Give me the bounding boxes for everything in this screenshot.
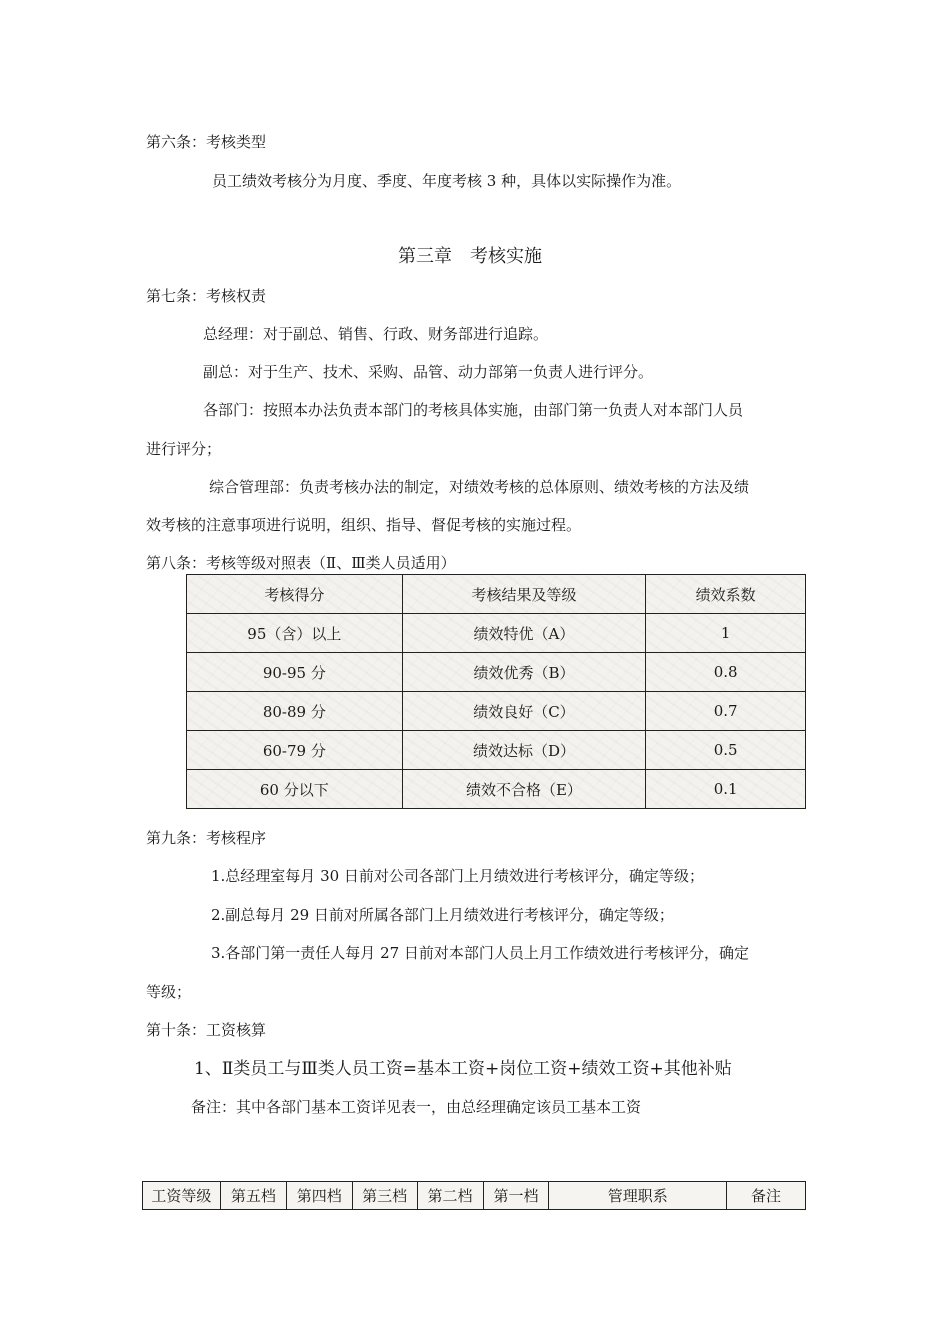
grade-table bbox=[186, 574, 806, 809]
score-cell: 60-79 分 bbox=[187, 731, 403, 770]
table-row bbox=[187, 614, 806, 653]
header-cell: 第五档 bbox=[220, 1182, 286, 1210]
article7-paragraph-3-line1: 各部门：按照本办法负责本部门的考核具体实施，由部门第一负责人对本部门人员 bbox=[203, 401, 744, 419]
header-cell: 第一档 bbox=[483, 1182, 549, 1210]
coefficient-cell: 0.7 bbox=[646, 692, 806, 731]
article7-paragraph-3-line2: 进行评分； bbox=[146, 440, 222, 458]
wage-note: 备注：其中各部门基本工资详见表一，由总经理确定该员工基本工资 bbox=[191, 1098, 642, 1116]
article9-item-1: 1.总经理室每月 30 日前对公司各部门上月绩效进行考核评分，确定等级； bbox=[211, 867, 704, 885]
table-row bbox=[187, 653, 806, 692]
table-row bbox=[187, 692, 806, 731]
article7-paragraph-4-line1: 综合管理部：负责考核办法的制定，对绩效考核的总体原则、绩效考核的方法及绩 bbox=[209, 478, 750, 496]
table-header-row bbox=[187, 575, 806, 614]
article6-body: 员工绩效考核分为月度、季度、年度考核 3 种，具体以实际操作为准。 bbox=[212, 172, 682, 190]
grade-cell: 绩效良好（C） bbox=[402, 692, 646, 731]
wage-table bbox=[142, 1181, 806, 1210]
header-cell: 工资等级 bbox=[143, 1182, 221, 1210]
grade-cell: 绩效优秀（B） bbox=[402, 653, 646, 692]
coefficient-cell: 0.5 bbox=[646, 731, 806, 770]
header-cell: 绩效系数 bbox=[646, 575, 806, 614]
table-header-row bbox=[143, 1182, 806, 1210]
grade-cell: 绩效不合格（E） bbox=[402, 770, 646, 809]
coefficient-cell: 1 bbox=[646, 614, 806, 653]
coefficient-cell: 0.8 bbox=[646, 653, 806, 692]
table-row bbox=[187, 770, 806, 809]
article9-item-3-line1: 3.各部门第一责任人每月 27 日前对本部门人员上月工作绩效进行考核评分，确定 bbox=[211, 944, 749, 962]
article6-heading: 第六条：考核类型 bbox=[146, 133, 267, 151]
article9-item-2: 2.副总每月 29 日前对所属各部门上月绩效进行考核评分，确定等级； bbox=[211, 906, 674, 924]
header-cell: 考核结果及等级 bbox=[402, 575, 646, 614]
header-cell: 备注 bbox=[727, 1182, 806, 1210]
coefficient-cell: 0.1 bbox=[646, 770, 806, 809]
article7-heading: 第七条：考核权责 bbox=[146, 287, 267, 305]
article7-paragraph-4-line2: 效考核的注意事项进行说明，组织、指导、督促考核的实施过程。 bbox=[146, 516, 582, 534]
score-cell: 60 分以下 bbox=[187, 770, 403, 809]
header-cell: 第二档 bbox=[417, 1182, 483, 1210]
score-cell: 80-89 分 bbox=[187, 692, 403, 731]
header-cell: 第三档 bbox=[352, 1182, 417, 1210]
article7-paragraph-2: 副总：对于生产、技术、采购、品管、动力部第一负责人进行评分。 bbox=[203, 363, 654, 381]
header-cell: 第四档 bbox=[286, 1182, 352, 1210]
article7-paragraph-1: 总经理：对于副总、销售、行政、财务部进行追踪。 bbox=[203, 325, 549, 343]
score-cell: 90-95 分 bbox=[187, 653, 403, 692]
chapter-title: 第三章 考核实施 bbox=[398, 246, 542, 267]
article10-heading: 第十条：工资核算 bbox=[146, 1021, 267, 1039]
header-cell: 管理职系 bbox=[549, 1182, 727, 1210]
article8-heading: 第八条：考核等级对照表（Ⅱ、Ⅲ类人员适用） bbox=[146, 554, 456, 572]
grade-cell: 绩效达标（D） bbox=[402, 731, 646, 770]
article9-heading: 第九条：考核程序 bbox=[146, 829, 267, 847]
grade-cell: 绩效特优（A） bbox=[402, 614, 646, 653]
score-cell: 95（含）以上 bbox=[187, 614, 403, 653]
table-row bbox=[187, 731, 806, 770]
article9-item-3-line2: 等级； bbox=[146, 983, 192, 1001]
wage-formula: 1、Ⅱ类员工与Ⅲ类人员工资=基本工资+岗位工资+绩效工资+其他补贴 bbox=[194, 1059, 732, 1079]
header-cell: 考核得分 bbox=[187, 575, 403, 614]
